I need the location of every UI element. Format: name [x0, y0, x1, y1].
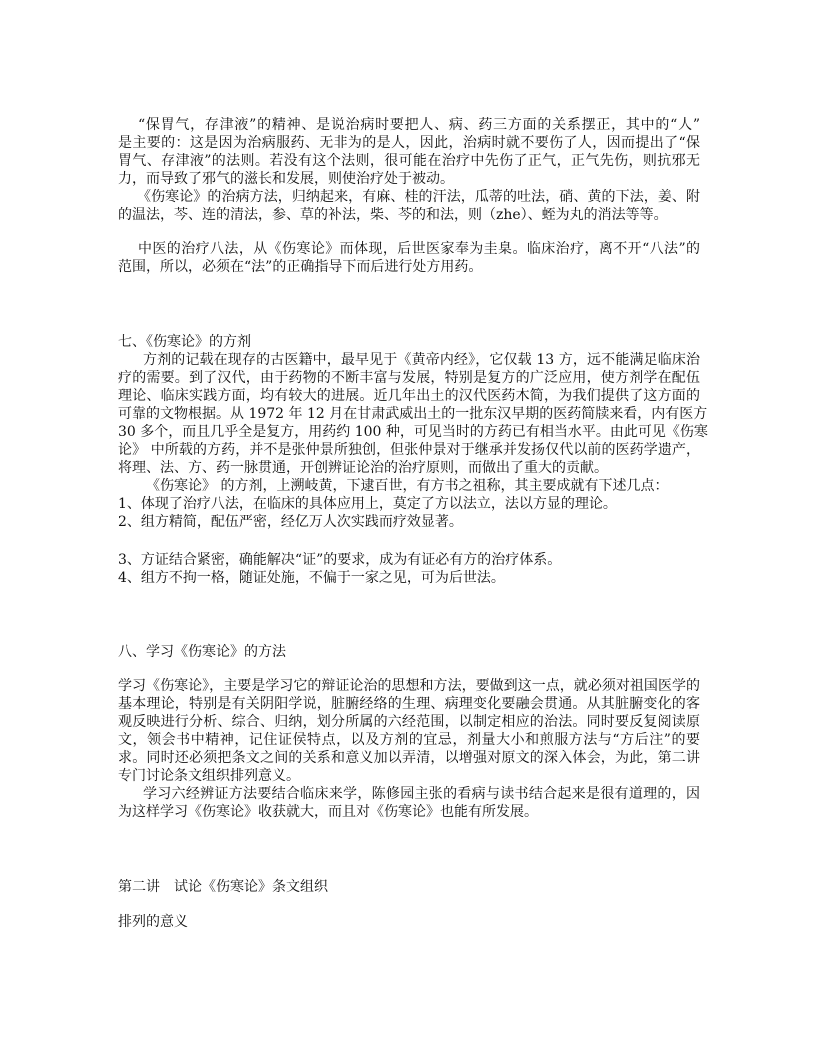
lecture-heading: 第二讲 试论《伤寒论》条文组织	[118, 879, 328, 895]
paragraph-line: 范围，所以，必须在“法”的正确指导下而后进行处方用药。	[118, 259, 483, 275]
paragraph-line: 专门讨论条文组织排列意义。	[118, 768, 300, 784]
paragraph-line: 可靠的文物根据。从 1972 年 12 月在甘肃武威出土的一批东汉早期的医药简牍来看，内有医方	[118, 406, 708, 422]
paragraph-line: 学习《伤寒论》，主要是学习它的辩证论治的思想和方法，要做到这一点，就必须对祖国医学的	[118, 678, 700, 694]
paragraph-line: 求。同时还必须把条文之间的关系和意义加以弄清，以增强对原文的深入体会，为此，第二讲	[118, 750, 700, 766]
paragraph-line: 论》 中所载的方药，并不是张仲景所独创，但张仲景对于继承并发扬仅代以前的医药学遗产，	[118, 442, 700, 458]
paragraph-line: “保胃气，存津液”的精神、是说治病时要把人、病、药三方面的关系摆正，其中的“人”	[138, 117, 700, 133]
list-item: 4、组方不拘一格，随证处施，不偏于一家之见，可为后世法。	[118, 570, 505, 586]
section-heading: 八、学习《伤寒论》的方法	[118, 644, 286, 660]
paragraph-line: 是主要的：这是因为治病服药、无非为的是人，因此，治病时就不要伤了人，因而提出了“保	[118, 135, 700, 151]
paragraph-line: 基本理论，特别是有关阴阳学说，脏腑经络的生理、病理变化要融会贯通。从其脏腑变化的客	[118, 696, 700, 712]
section-heading: 七、《伤寒论》的方剂	[118, 334, 251, 350]
paragraph-line: 为这样学习《伤寒论》收获就大，而且对《伤寒论》也能有所发展。	[118, 804, 538, 820]
paragraph-line: 的温法，芩、连的清法，参、草的补法，柴、芩的和法，则（zhe）、蛭为丸的消法等等。	[118, 207, 668, 223]
paragraph-line: 将理、法、方、药一脉贯通，开创辨证论治的治疗原则，而做出了重大的贡献。	[118, 460, 608, 476]
paragraph-line: 力，而导致了邪气的滋长和发展，则使治疗处于被动。	[118, 171, 454, 187]
paragraph-line: 中医的治疗八法，从《伤寒论》而体现，后世医家奉为圭臬。临床治疗，离不开“八法”的	[138, 241, 700, 257]
paragraph-line: 观反映进行分析、综合、归纳，划分所属的六经范围，以制定相应的治法。同时要反复阅读原	[118, 714, 700, 730]
list-item: 2、组方精简，配伍严密，经亿万人次实践而疗效显著。	[118, 514, 463, 530]
paragraph-line: 文，领会书中精神，记住证侯特点，以及方剂的宜忌，剂量大小和煎服方法与“方后注”的要	[118, 732, 700, 748]
lecture-subheading: 排列的意义	[118, 914, 188, 930]
list-item: 3、方证结合紧密，确能解决“证”的要求，成为有证必有方的治疗体系。	[118, 552, 562, 568]
paragraph-line: 疗的需要。到了汉代，由于药物的不断丰富与发展，特别是复方的广泛应用，使方剂学在配伍	[118, 370, 700, 386]
paragraph-line: 《伤寒论》的治病方法，归纳起来，有麻、桂的汗法，瓜蒂的吐法，硝、黄的下法，姜、附	[137, 189, 700, 205]
paragraph-line: 学习六经辨证方法要结合临床来学，陈修园主张的看病与读书结合起来是很有道理的，因	[143, 786, 700, 802]
paragraph-line: 理论、临床实践方面，均有较大的进展。近几年出土的汉代医药木简，为我们提供了这方面的	[118, 388, 700, 404]
paragraph-line: 胃气、存津液”的法则。若没有这个法则，很可能在治疗中先伤了正气，正气先伤，则抗邪无	[118, 153, 700, 169]
paragraph-line: 方剂的记载在现存的古医籍中，最早见于《黄帝内经》，它仅载 13 方，远不能满足临床治	[143, 352, 700, 368]
paragraph-line: 《伤寒论》 的方剂，上溯岐黄，下逮百世，有方书之祖称，其主要成就有下述几点：	[146, 478, 669, 494]
paragraph-line: 30 多个，而且几乎全是复方，用药约 100 种，可见当时的方药已有相当水平。由此可见《伤寒	[118, 424, 708, 440]
list-item: 1、体现了治疗八法，在临床的具体应用上，莫定了方以法立，法以方显的理论。	[118, 496, 617, 512]
